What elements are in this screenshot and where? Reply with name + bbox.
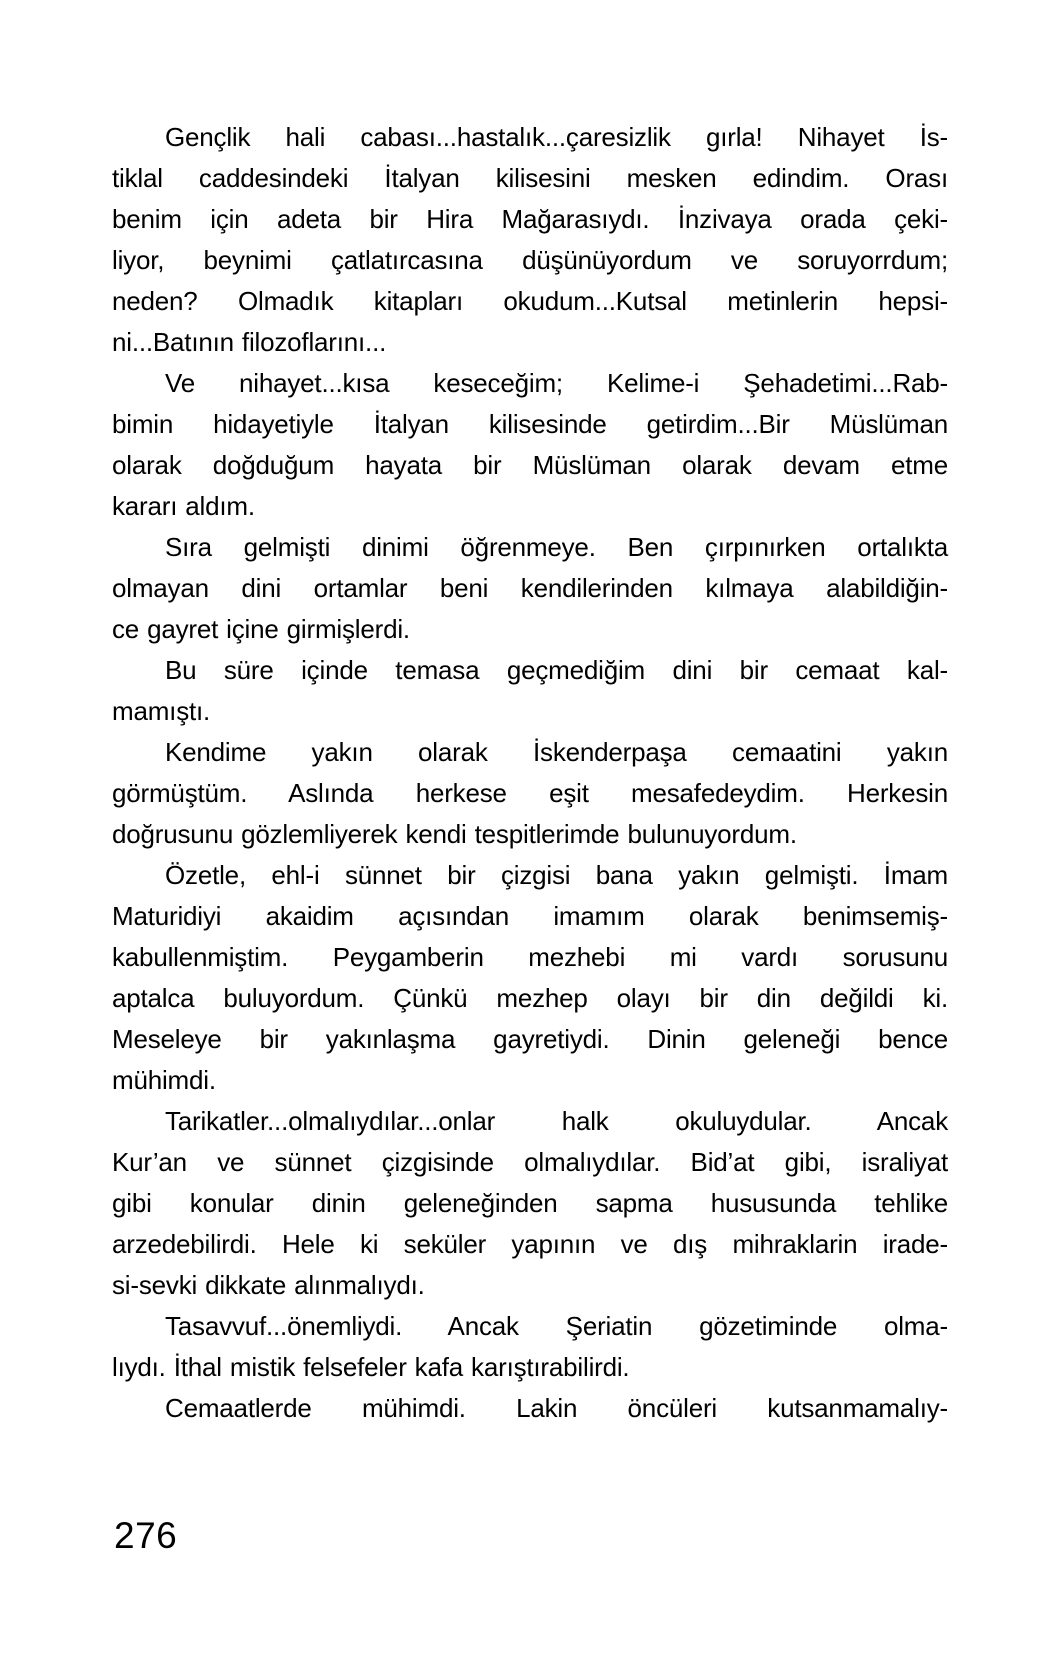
text-line: Sıra gelmişti dinimi öğrenmeye. Ben çırpınırken ortalıkta xyxy=(165,532,948,562)
text-line: si-sevki dikkate alınmalıydı. xyxy=(112,1270,425,1300)
text-line: kabullenmiştim. Peygamberin mezhebi mi vardı sorusunu xyxy=(112,942,948,972)
text-line: Ve nihayet...kısa keseceğim; Kelime-i Şehadetimi...Rab- xyxy=(165,368,948,398)
text-line: liyor, beynimi çatlatırcasına düşünüyordum ve soruyorrdum; xyxy=(112,245,948,275)
text-line: gibi konular dinin geleneğinden sapma hususunda tehlike xyxy=(112,1188,948,1218)
paragraph xyxy=(112,732,948,855)
text-line: Özetle, ehl-i sünnet bir çizgisi bana yakın gelmişti. İmam xyxy=(165,860,948,890)
paragraph xyxy=(112,650,948,732)
text-line: Cemaatlerde mühimdi. Lakin öncüleri kutsanmamalıy- xyxy=(165,1393,948,1423)
paragraph xyxy=(112,1306,948,1388)
paragraph xyxy=(112,527,948,650)
text-line: neden? Olmadık kitapları okudum...Kutsal metinlerin hepsi- xyxy=(112,286,948,316)
paragraph xyxy=(112,117,948,363)
text-line: Gençlik hali cabası...hastalık...çaresizlik gırla! Nihayet İs- xyxy=(165,122,948,152)
text-line: doğrusunu gözlemliyerek kendi tespitlerimde bulunuyordum. xyxy=(112,819,797,849)
text-line: olarak doğduğum hayata bir Müslüman olarak devam etme xyxy=(112,450,948,480)
text-line: Maturidiyi akaidim açısından imamım olarak benimsemiş- xyxy=(112,901,948,931)
paragraph xyxy=(112,1388,948,1429)
text-line: Bu süre içinde temasa geçmediğim dini bir cemaat kal- xyxy=(165,655,948,685)
text-line: arzedebilirdi. Hele ki seküler yapının ve dış mihraklarin irade- xyxy=(112,1229,948,1259)
text-line: aptalca buluyordum. Çünkü mezhep olayı bir din değildi ki. xyxy=(112,983,948,1013)
text-line: Meseleye bir yakınlaşma gayretiydi. Dinin geleneği bence xyxy=(112,1024,948,1054)
text-line: bimin hidayetiyle İtalyan kilisesinde getirdim...Bir Müslüman xyxy=(112,409,948,439)
text-line: benim için adeta bir Hira Mağarasıydı. İnzivaya orada çeki- xyxy=(112,204,948,234)
text-line: Kendime yakın olarak İskenderpaşa cemaatini yakın xyxy=(165,737,948,767)
page-number: 276 xyxy=(114,1515,178,1556)
text-line: kararı aldım. xyxy=(112,491,255,521)
text-line: tiklal caddesindeki İtalyan kilisesini mesken edindim. Orası xyxy=(112,163,948,193)
text-line: mamıştı. xyxy=(112,696,211,726)
paragraph xyxy=(112,1101,948,1306)
text-line: görmüştüm. Aslında herkese eşit mesafedeydim. Herkesin xyxy=(112,778,948,808)
text-line: ni...Batının filozoflarını... xyxy=(112,327,387,357)
text-line: Tasavvuf...önemliydi. Ancak Şeriatin gözetiminde olma- xyxy=(165,1311,948,1341)
text-line: ce gayret içine girmişlerdi. xyxy=(112,614,410,644)
text-line: olmayan dini ortamlar beni kendilerinden kılmaya alabildiğin- xyxy=(112,573,948,603)
text-line: Kur’an ve sünnet çizgisinde olmalıydılar. Bid’at gibi, israliyat xyxy=(112,1147,948,1177)
text-block xyxy=(112,117,948,1429)
text-line: Tarikatler...olmalıydılar...onlar halk okuluydular. Ancak xyxy=(165,1106,948,1136)
text-line: mühimdi. xyxy=(112,1065,216,1095)
text-line: lıydı. İthal mistik felsefeler kafa karıştırabilirdi. xyxy=(112,1352,630,1382)
paragraph xyxy=(112,855,948,1101)
paragraph xyxy=(112,363,948,527)
